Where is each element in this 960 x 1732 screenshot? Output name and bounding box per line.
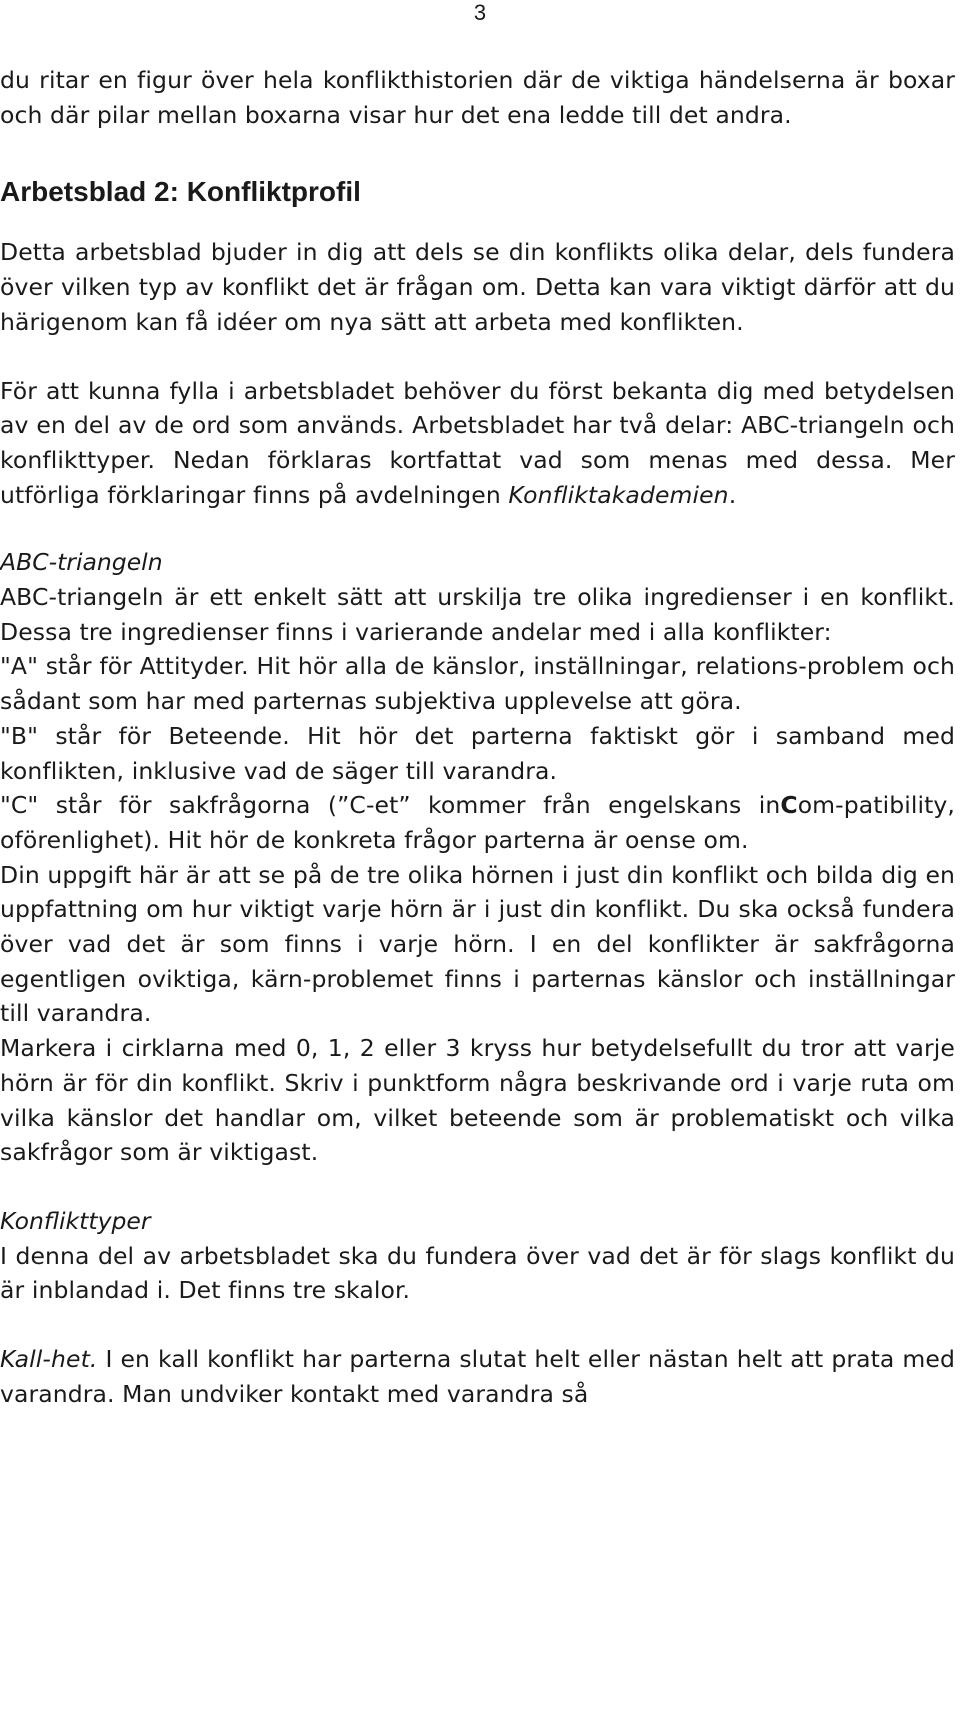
section-paragraph-1: Detta arbetsblad bjuder in dig att dels se din konflikts olika delar, dels fundera över vilken typ av konflikt det är frågan om. Detta kan vara viktigt därför att du härigenom kan få idéer om nya sätt att arbeta med konflikten. <box>0 238 955 336</box>
abc-heading: ABC-triangeln <box>0 548 163 577</box>
section-paragraph-2 <box>0 374 955 513</box>
kall-het-label: Kall-het. <box>0 1345 98 1374</box>
kall-het-text: I en kall konflikt har parterna slutat helt eller nästan helt att prata med varandra. Man undviker kontakt med varandra så <box>0 1345 955 1408</box>
types-intro: I denna del av arbetsbladet ska du fundera över vad det är för slags konflikt du är inblandad i. Det finns tre skalor. <box>0 1241 955 1305</box>
types-heading: Konflikttyper <box>0 1206 151 1235</box>
section-title: Arbetsblad 2: Konfliktprofil <box>0 176 361 208</box>
konfliktakademien-reference: Konfliktakademien <box>508 480 729 509</box>
abc-c-text-end: om-patibility, oförenlighet). Hit hör de konkreta frågor parterna är oense om. <box>0 791 955 854</box>
abc-b-definition: "B" står för Beteende. Hit hör det parterna faktiskt gör i samband med konflikten, inklusive vad de säger till varandra. <box>0 721 955 785</box>
abc-a-definition: "A" står för Attityder. Hit hör alla de känslor, inställningar, relations-problem och sådant som har med parternas subjektiva upplevelse att göra. <box>0 652 955 716</box>
intro-paragraph: du ritar en figur över hela konflikthistorien där de viktiga händelserna är boxar och där pilar mellan boxarna visar hur det ena ledde till det andra. <box>0 66 955 129</box>
abc-c-definition <box>0 788 955 857</box>
abc-task: Din uppgift här är att se på de tre olika hörnen i just din konflikt och bilda dig en uppfattning om hur viktigt varje hörn är i just din konflikt. Du ska också fundera över vad det är som finns i varje hörn. I en del konflikter är sakfrågorna egentligen oviktiga, kärn-problemet finns i parternas känslor och inställningar till varandra. <box>0 860 955 1028</box>
abc-intro: ABC-triangeln är ett enkelt sätt att urskilja tre olika ingredienser i en konflikt. Dessa tre ingredienser finns i varierande andelar med i alla konflikter: <box>0 583 955 646</box>
abc-mark-instruction: Markera i cirklarna med 0, 1, 2 eller 3 kryss hur betydelsefullt du tror att varje hörn är för din konflikt. Skriv i punktform några beskrivande ord i varje ruta om vilka känslor det handlar om, vilket beteende som är problematiskt och vilka sakfrågor som är viktigast. <box>0 1034 955 1167</box>
section-paragraph-2-end: . <box>728 480 737 509</box>
kall-het-paragraph <box>0 1342 955 1411</box>
abc-c-text-start: "C" står för sakfrågorna (”C-et” kommer från engelskans in <box>0 791 781 820</box>
abc-c-bold-letter: C <box>780 791 798 820</box>
section-paragraph-2-text: För att kunna fylla i arbetsbladet behöver du först bekanta dig med betydelsen av en del av de ord som används. Arbetsbladet har två delar: ABC-triangeln och konflikttyper. Nedan förklaras kortfattat vad som menas med dessa. Mer utförliga förklaringar finns på avdelningen <box>0 376 955 509</box>
document-body <box>0 63 955 1412</box>
page-number: 3 <box>473 0 487 25</box>
